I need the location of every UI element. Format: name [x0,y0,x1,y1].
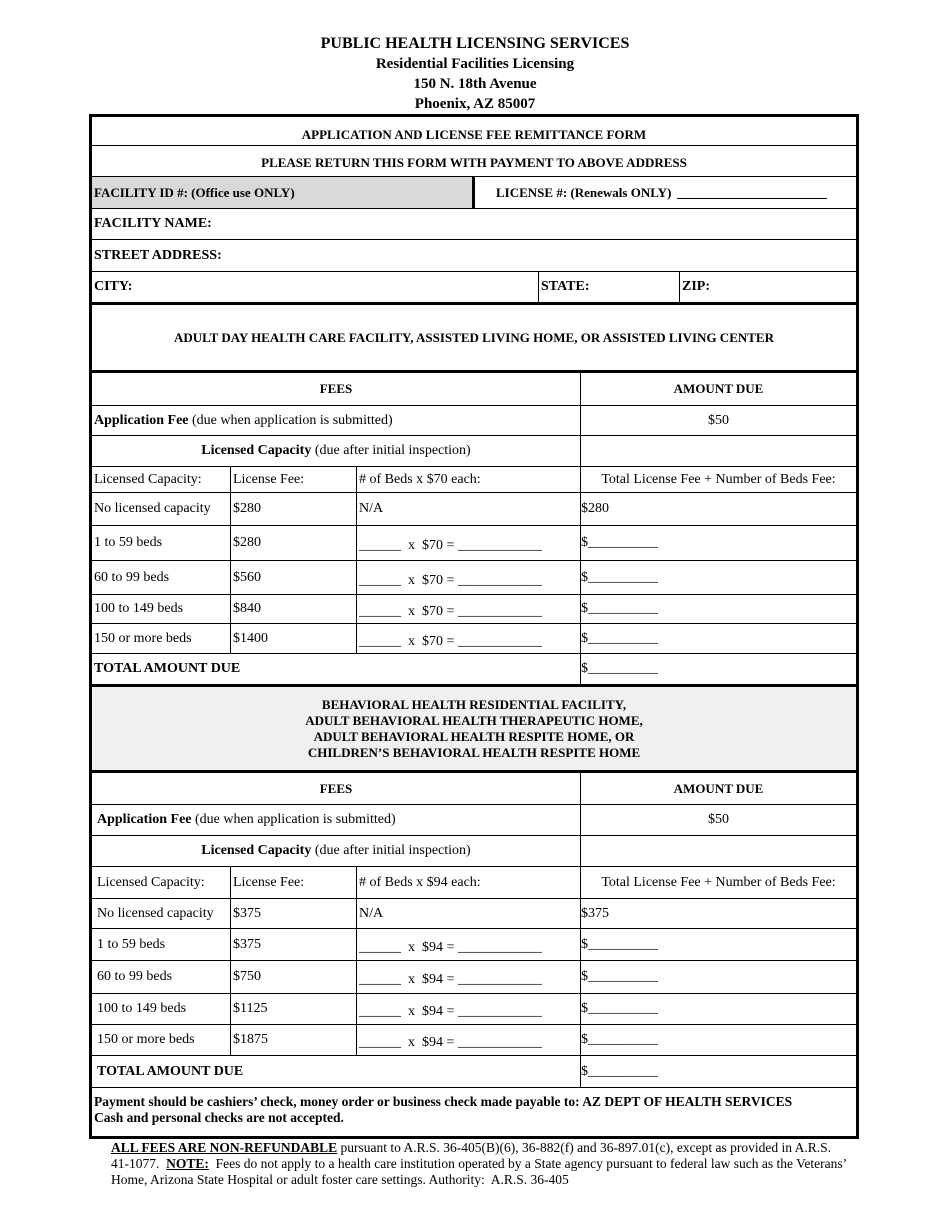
s2-capacity-amount-empty [580,836,856,866]
fee-row [92,994,856,1025]
row-license-fee: $1400 [230,624,356,653]
note-label: NOTE: [166,1156,209,1171]
s1-capacity-rest: (due after initial inspection) [311,443,471,458]
s1-app-fee-desc [94,406,580,435]
s2-app-fee-rest: (due when application is submitted) [191,812,396,827]
footnote-text2: Fees do not apply to a health care institution operated by a State agency pursuant to federal law such as the Veterans’ Home, Arizona State Hospital or adult foster care settings. Authority: A.R.S. 36-405 [111,1156,850,1187]
s2-column-headers [92,867,856,899]
row-beds-calc: N/A [356,493,580,525]
s2-col-capacity: Licensed Capacity: [97,874,205,890]
nonrefundable-notice: ALL FEES ARE NON-REFUNDABLE [111,1140,338,1155]
state-label[interactable]: STATE: [538,272,679,302]
payment-line2: Cash and personal checks are not accepted. [94,1110,344,1125]
s1-col-beds: # of Beds x $70 each: [356,467,580,492]
form-title: APPLICATION AND LICENSE FEE REMITTANCE FORM [92,117,856,146]
s1-capacity-bold: Licensed Capacity [201,443,312,458]
row-total[interactable]: $__________ [580,929,856,960]
s1-capacity-amount-empty [580,436,856,466]
row-capacity: No licensed capacity [97,905,214,921]
s2-heading-line3: ADULT BEHAVIORAL HEALTH RESPITE HOME, OR [313,728,635,744]
s1-amount-due-label: AMOUNT DUE [580,373,856,405]
s1-app-fee-amount: $50 [580,406,856,435]
s1-col-total: Total License Fee + Number of Beds Fee: [580,467,856,492]
s1-total-row [92,654,856,687]
section2-heading [92,687,856,773]
row-beds-calc[interactable]: ______ x $94 = ____________ [356,1025,580,1055]
s1-fees-label: FEES [319,381,353,396]
s2-col-fee: License Fee: [230,867,356,898]
s1-app-fee-rest: (due when application is submitted) [188,412,393,428]
s2-amount-due-label: AMOUNT DUE [580,773,856,804]
row-beds-calc[interactable]: ______ x $94 = ____________ [356,961,580,993]
remittance-form [89,114,859,1139]
row-beds-calc[interactable]: ______ x $70 = ____________ [356,561,580,594]
row-license-fee: $1875 [230,1025,356,1055]
section1-heading: ADULT DAY HEALTH CARE FACILITY, ASSISTED LIVING HOME, OR ASSISTED LIVING CENTER [92,305,856,373]
row-beds-calc[interactable]: ______ x $94 = ____________ [356,929,580,960]
facility-name-row[interactable] [92,209,856,240]
s2-app-fee-amount: $50 [580,805,856,835]
row-total[interactable]: $__________ [580,961,856,993]
s1-col-fee: License Fee: [230,467,356,492]
city-state-zip-row [92,272,856,305]
row-license-fee: $280 [230,493,356,525]
s2-heading-line1: BEHAVIORAL HEALTH RESIDENTIAL FACILITY, [321,696,627,712]
s1-col-capacity: Licensed Capacity: [94,471,202,487]
s2-total-row [92,1056,856,1088]
s2-capacity-header [92,836,856,867]
row-license-fee: $375 [230,929,356,960]
row-license-fee: $280 [230,526,356,560]
s2-heading-line2: ADULT BEHAVIORAL HEALTH THERAPEUTIC HOME, [305,712,643,728]
s2-capacity-rest: (due after initial inspection) [311,843,471,858]
payment-instructions [92,1088,856,1136]
row-total: $280 [580,493,856,525]
row-total[interactable]: $__________ [580,595,856,623]
s1-capacity-desc [92,436,580,466]
fee-row [92,961,856,994]
fee-row [92,1025,856,1056]
s2-heading-line4: CHILDREN’S BEHAVIORAL HEALTH RESPITE HOME [307,744,641,760]
row-capacity: 100 to 149 beds [97,1001,187,1016]
street-address-row[interactable] [92,240,856,272]
s2-fees-header [92,773,856,805]
facility-name-label: FACILITY NAME: [94,216,212,231]
id-license-row [92,177,856,209]
row-capacity: 60 to 99 beds [94,569,170,585]
s2-application-fee-row [92,805,856,836]
fee-row [92,493,856,526]
fee-row [92,526,856,561]
s2-app-fee-bold: Application Fee [97,812,192,827]
division-name: Residential Facilities Licensing [375,56,575,72]
s1-application-fee-row [92,406,856,436]
s1-capacity-header [92,436,856,467]
row-beds-calc[interactable]: ______ x $94 = ____________ [356,994,580,1024]
s2-capacity-bold: Licensed Capacity [201,843,312,858]
row-beds-calc[interactable]: ______ x $70 = ____________ [356,526,580,560]
letterhead [0,34,950,114]
city-label[interactable]: CITY: [94,279,133,294]
s1-fees-header [92,373,856,406]
row-total[interactable]: $__________ [580,624,856,653]
street-address-label: STREET ADDRESS: [94,247,222,263]
return-note: PLEASE RETURN THIS FORM WITH PAYMENT TO ABOVE ADDRESS [92,146,856,177]
facility-id-label: FACILITY ID #: (Office use ONLY) [92,177,475,208]
row-capacity: 60 to 99 beds [97,969,173,984]
row-license-fee: $375 [230,899,356,928]
s2-capacity-desc [92,836,580,866]
agency-name: PUBLIC HEALTH LICENSING SERVICES [320,35,630,52]
row-beds-calc[interactable]: ______ x $70 = ____________ [356,624,580,653]
license-blank[interactable] [677,186,827,199]
row-total[interactable]: $__________ [580,994,856,1024]
fee-row [92,899,856,929]
fee-footnote [111,1140,851,1188]
row-capacity: 1 to 59 beds [94,535,163,550]
row-capacity: No licensed capacity [94,501,211,516]
license-field[interactable] [478,177,856,208]
s2-col-beds: # of Beds x $94 each: [356,867,580,898]
s2-total-label: TOTAL AMOUNT DUE [97,1063,244,1079]
license-label: LICENSE #: (Renewals ONLY) [496,184,672,200]
fee-row [92,561,856,595]
fee-row [92,624,856,654]
row-beds-calc: N/A [356,899,580,928]
row-total: $375 [580,899,856,928]
city-line: Phoenix, AZ 85007 [414,96,536,112]
s2-app-fee-desc [97,805,580,835]
row-license-fee: $840 [230,595,356,623]
s2-total-value[interactable]: $__________ [580,1056,856,1087]
s1-column-headers [92,467,856,493]
s1-total-label: TOTAL AMOUNT DUE [94,661,241,676]
row-total[interactable]: $__________ [580,1025,856,1055]
fee-row [92,595,856,624]
s2-fees-label: FEES [319,780,353,796]
s2-col-total: Total License Fee + Number of Beds Fee: [580,867,856,898]
row-capacity: 150 or more beds [97,1032,195,1047]
row-capacity: 150 or more beds [94,630,192,646]
row-beds-calc[interactable]: ______ x $70 = ____________ [356,595,580,623]
row-license-fee: $560 [230,561,356,594]
footnote-text1: pursuant to A.R.S. 36-405(B)(6), 36-882(f) and 36-897.01(c), except as provided in A.R.S. 41-1077. [111,1140,838,1171]
fee-row [92,929,856,961]
s1-app-fee-bold: Application Fee [94,412,189,428]
row-capacity: 1 to 59 beds [97,936,166,952]
row-total[interactable]: $__________ [580,526,856,560]
row-total[interactable]: $__________ [580,561,856,594]
zip-label[interactable]: ZIP: [679,272,856,302]
s1-total-value[interactable]: $__________ [580,654,856,684]
payment-line1: Payment should be cashiers’ check, money order or business check made payable to: AZ DEPT OF HEALTH SERVICES [94,1094,793,1109]
row-license-fee: $750 [230,961,356,993]
row-license-fee: $1125 [230,994,356,1024]
row-capacity: 100 to 149 beds [94,601,184,616]
street-line: 150 N. 18th Avenue [413,76,537,92]
